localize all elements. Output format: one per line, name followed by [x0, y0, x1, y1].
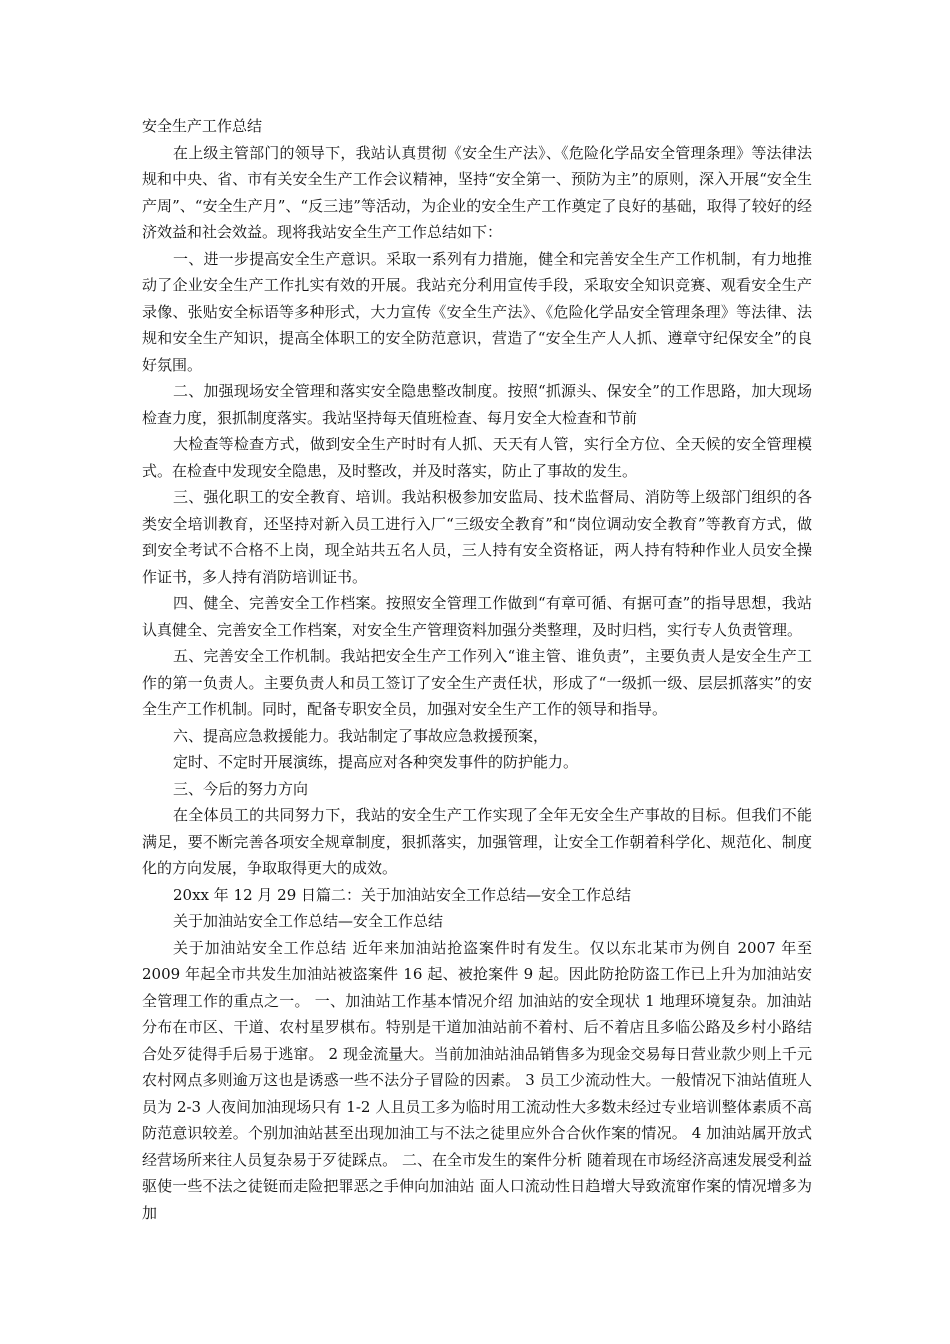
paragraph-section-2: 二、加强现场安全管理和落实安全隐患整改制度。按照“抓源头、保安全”的工作思路，加大现场检查力度，狠抓制度落实。我站坚持每天值班检查、每月安全大检查和节前	[142, 382, 812, 427]
paragraph-future: 在全体员工的共同努力下，我站的安全生产工作实现了全年无安全生产事故的目标。但我们不能满足，要不断完善各项安全规章制度，狠抓落实，加强管理，让安全工作朝着科学化、规范化、制度化的方向发展，争取取得更大的成效。	[142, 806, 812, 877]
paragraph-section-6-cont: 定时、不定时开展演练，提高应对各种突发事件的防护能力。	[173, 753, 579, 771]
paragraph-section-2-cont: 大检查等检查方式，做到安全生产时时有人抓、天天有人管，实行全方位、全天候的安全管理模式。在检查中发现安全隐患，及时整改，并及时落实，防止了事故的发生。	[142, 435, 812, 480]
paragraph-section-6: 六、提高应急救援能力。我站制定了事故应急救援预案，	[173, 726, 549, 745]
paragraph-section-3: 三、强化职工的安全教育、培训。我站积极参加安监局、技术监督局、消防等上级部门组织的各类安全培训教育，还坚持对新入员工进行入厂“三级安全教育”和“岗位调动安全教育”等教育方式，做到安全考试不合格不上岗，现全站共五名人员，三人持有安全资格证，两人持有特种作业人员安全操作证书，多人持有消防培训证书。	[142, 488, 812, 586]
paragraph-section-1: 一、进一步提高安全生产意识。采取一系列有力措施，健全和完善安全生产工作机制，有力地推动了企业安全生产工作扎实有效的开展。我站充分利用宣传手段，采取安全知识竞赛、观看安全生产录像、张贴安全标语等多种形式，大力宣传《安全生产法》、《危险化学品安全管理条理》等法律、法规和安全生产知识，提高全体职工的安全防范意识，营造了“安全生产人人抓、遵章守纪保安全”的良好氛围。	[142, 249, 812, 374]
paragraph-section-5: 五、完善安全工作机制。我站把安全生产工作列入“谁主管、谁负责”，主要负责人是安全生产工作的第一负责人。主要负责人和员工签订了安全生产责任状，形成了“一级抓一级、层层抓落实”的安全生产工作机制。同时，配备专职安全员，加强对安全生产工作的领导和指导。	[142, 647, 812, 718]
heading-part2: 关于加油站安全工作总结—安全工作总结	[173, 912, 444, 930]
paragraph-part2-body: 关于加油站安全工作总结 近年来加油站抢盗案件时有发生。仅以东北某市为例自 2007 年至 2009 年起全市共发生加油站被盗案件 16 起、被抢案件 9 起。因此防抢防盗工作已上升为加油站安全管理工作的重点之一。 一、加油站工作基本情况介绍 加油站的安全现状 1 地理环境复杂。加油站分布在市区、干道、农村星罗棋布。特别是干道加油站前不着村、后不着店且多临公路及乡村小路结合处歹徒得手后易于逃窜。 2 现金流量大。当前加油站油品销售多为现金交易每日营业款少则上千元农村网点多则逾万这也是诱惑一些不法分子冒险的因素。 3 员工少流动性大。一般情况下油站值班人员为 2-3 人夜间加油现场只有 1-2 人且员工多为临时用工流动性大多数未经过专业培训整体素质不高防范意识较差。个别加油站甚至出现加油工与不法之徒里应外合合伙作案的情况。 4 加油站属开放式经营场所来往人员复杂易于歹徒踩点。 二、在全市发生的案件分析 随着现在市场经济高速发展受利益驱使一些不法之徒铤而走险把罪恶之手伸向加油站 面人口流动性日趋增大导致流窜作案的情况增多为加	[142, 938, 812, 1222]
paragraph-section-4: 四、健全、完善安全工作档案。按照安全管理工作做到“有章可循、有据可查”的指导思想，我站认真健全、完善安全工作档案，对安全生产管理资料加强分类整理，及时归档，实行专人负责管理。	[142, 594, 812, 639]
paragraph-date-part2: 20xx 年 12 月 29 日篇二：关于加油站安全工作总结—安全工作总结	[173, 885, 632, 904]
document-title: 安全生产工作总结	[142, 117, 263, 135]
paragraph-intro: 在上级主管部门的领导下，我站认真贯彻《安全生产法》、《危险化学品安全管理条理》等法律法规和中央、省、市有关安全生产工作会议精神，坚持“安全第一、预防为主”的原则，深入开展“安全生产周”、“安全生产月”、“反三违”等活动，为企业的安全生产工作奠定了良好的基础，取得了较好的经济效益和社会效益。现将我站安全生产工作总结如下：	[142, 143, 812, 241]
document-page	[142, 113, 812, 1226]
heading-future-direction: 三、今后的努力方向	[173, 779, 309, 798]
